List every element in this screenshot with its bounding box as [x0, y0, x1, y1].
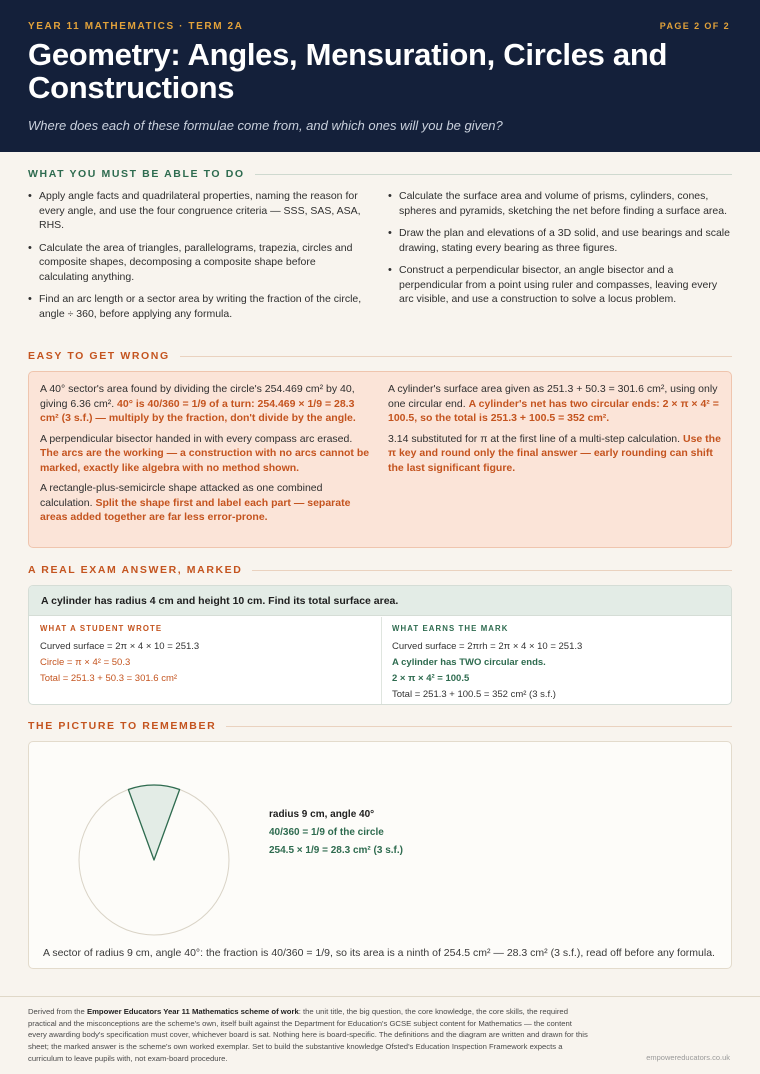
- mistake-text: A perpendicular bisector handed in with every compass arc erased.: [40, 432, 353, 445]
- must-item: • Find an arc length or a sector area by writing the fraction of the circle, angle ÷ 360, before applying any formula.: [28, 292, 363, 321]
- must-item: • Calculate the area of triangles, parallelograms, trapezia, circles and composite shapes, decomposing a composite shape before calculating anything.: [28, 241, 363, 285]
- footer-note: [28, 1006, 588, 1065]
- fix-text: The arcs are the working — a construction with no arcs cannot be marked, exactly like algebra with no method shown.: [40, 447, 370, 474]
- page-header: [0, 0, 760, 152]
- label-fraction: 40/360 = 1/9 of the circle: [269, 827, 384, 838]
- student-answer: [40, 624, 380, 687]
- misconception-item: [388, 382, 721, 426]
- page-subtitle: Where does each of these formulae come from, and which ones will you be given?: [28, 118, 503, 133]
- section-rule: [255, 174, 732, 175]
- section-heading-wrong: [28, 349, 732, 363]
- diagram-labels: [269, 806, 403, 860]
- exam-question: A cylinder has radius 4 cm and height 10 cm. Find its total surface area.: [29, 586, 731, 616]
- misconceptions-box: [28, 371, 732, 548]
- course-kicker: YEAR 11 MATHEMATICS · TERM 2A: [28, 21, 244, 32]
- column-divider: [381, 617, 382, 705]
- mistake-text: A rectangle-plus-semicircle shape attacked as one combined calculation.: [40, 482, 323, 509]
- mark-line: 2 × π × 4² = 100.5: [392, 673, 470, 684]
- misconception-item: [388, 432, 721, 476]
- section-rule: [180, 356, 732, 357]
- must-list-left: [28, 189, 363, 329]
- footer-rule: [0, 996, 760, 997]
- must-item: • Draw the plan and elevations of a 3D solid, and use bearings and scale drawing, stating every bearing as three figures.: [388, 226, 732, 255]
- must-item: • Construct a perpendicular bisector, an angle bisector and a perpendicular from a point using ruler and compasses, leaving every arc visible, and use a construction to solve a locus problem.: [388, 263, 732, 307]
- label-radius-angle: radius 9 cm, angle 40°: [269, 809, 375, 820]
- section-title: EASY TO GET WRONG: [28, 350, 170, 362]
- section-title: THE PICTURE TO REMEMBER: [28, 720, 217, 732]
- student-label: WHAT A STUDENT WROTE: [40, 624, 163, 633]
- section-title: WHAT YOU MUST BE ABLE TO DO: [28, 168, 245, 180]
- mark-line: Curved surface = 2πrh = 2π × 4 × 10 = 251.3: [392, 641, 583, 652]
- mark-line: A cylinder has TWO circular ends.: [392, 657, 546, 668]
- fix-text: A cylinder's net has two circular ends: 2 × π × 4² = 100.5, so the total is 251.3 + 100.5 = 352 cm².: [388, 397, 719, 424]
- section-title: A REAL EXAM ANSWER, MARKED: [28, 564, 243, 576]
- section-heading-picture: [28, 719, 732, 733]
- must-item: • Apply angle facts and quadrilateral properties, naming the reason for every angle, and use the four congruence criteria — SSS, SAS, ASA, RHS.: [28, 189, 363, 233]
- mark-label: WHAT EARNS THE MARK: [392, 624, 509, 633]
- mistake-text: 3.14 substituted for π at the first line of a multi-step calculation.: [388, 432, 681, 445]
- student-line: Curved surface = 2π × 4 × 10 = 251.3: [40, 641, 200, 652]
- section-rule: [226, 726, 732, 727]
- student-line: Total = 251.3 + 50.3 = 301.6 cm²: [40, 673, 178, 684]
- mark-line: Total = 251.3 + 100.5 = 352 cm² (3 s.f.): [392, 689, 556, 700]
- footer-pre: Derived from the: [28, 1007, 87, 1016]
- sector-diagram: [74, 775, 244, 945]
- mistake-text: A 40° sector's area found by dividing the circle's 254.469 cm² by 40, giving 6.36 cm².: [40, 383, 355, 410]
- sector-40-degrees: [128, 785, 179, 860]
- misconception-item: [40, 382, 373, 426]
- picture-box: [28, 741, 732, 969]
- misconception-item: [40, 432, 373, 476]
- must-list-right: [388, 189, 732, 315]
- student-line: Circle = π × 4² = 50.3: [40, 657, 131, 668]
- model-answer: [392, 624, 732, 703]
- footer-source: Empower Educators Year 11 Mathematics scheme of work: [86, 1007, 299, 1016]
- must-item: • Calculate the surface area and volume of prisms, cylinders, cones, spheres and pyramids, sketching the net before finding a surface area.: [388, 189, 732, 218]
- page-title: Geometry: Angles, Mensuration, Circles and Constructions: [28, 37, 668, 105]
- fix-text: Use the π key and round only the final answer — early rounding can shift the last significant figure.: [388, 432, 721, 474]
- misconceptions-right: [388, 382, 721, 481]
- section-heading-must: [28, 167, 732, 181]
- exam-answer-box: [28, 585, 732, 705]
- label-area: 254.5 × 1/9 = 28.3 cm² (3 s.f.): [269, 845, 403, 856]
- fix-text: Split the shape first and label each part — separate areas added together are far less error-prone.: [40, 496, 351, 523]
- diagram-caption: A sector of radius 9 cm, angle 40°: the fraction is 40/360 = 1/9, so its area is a ninth of 254.5 cm² — 28.3 cm² (3 s.f.), read off before any formula.: [43, 947, 715, 959]
- mistake-text: A cylinder's surface area given as 251.3 + 50.3 = 301.6 cm², using only one circular end.: [388, 383, 718, 410]
- footer-url[interactable]: empowereducators.co.uk: [646, 1053, 730, 1062]
- section-heading-exam: [28, 563, 732, 577]
- page-number: PAGE 2 OF 2: [659, 21, 730, 31]
- section-rule: [252, 570, 732, 571]
- misconception-item: [40, 481, 373, 525]
- footer-post: : the unit title, the big question, the core knowledge, the core skills, the required practical and the misconceptions are the scheme's own, itself built against the Department for Education's GCSE subject content for Mathematics — the content every awarding body's specification must cover, whichever board is sat. Nothing here is board-specific. The definitions and the diagram are written and drawn for this sheet; the marked answer is the scheme's own worked exemplar. Set to build the substantive knowledge Ofsted's Education Inspection Framework expects a curriculum to leave pupils with, not exam-board procedure.: [28, 1007, 588, 1063]
- misconceptions-left: [40, 382, 373, 531]
- fix-text: 40° is 40/360 = 1/9 of a turn: 254.469 × 1/9 = 28.3 cm² (3 s.f.) — multiply by the fraction, don't divide by the angle.: [40, 397, 356, 424]
